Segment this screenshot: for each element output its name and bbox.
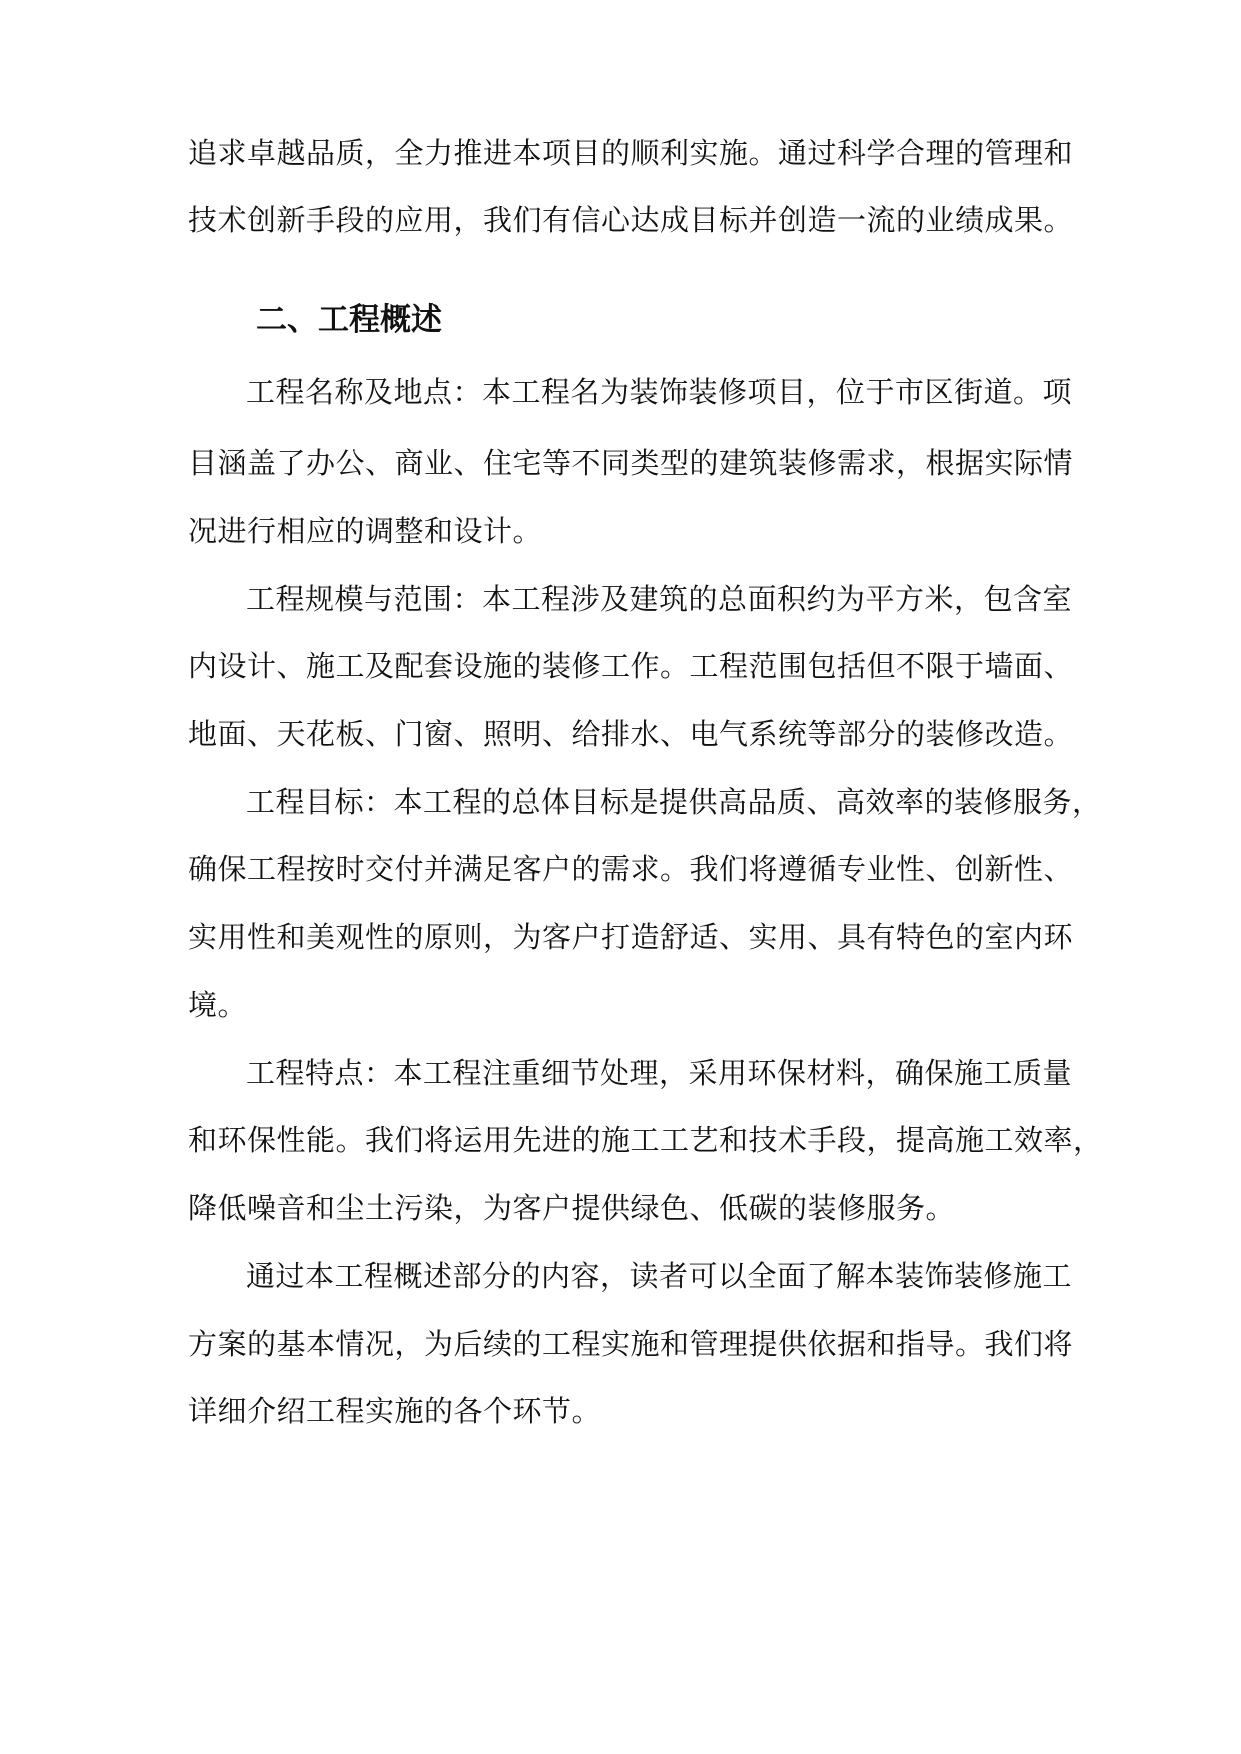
intro-line-1: 追求卓越品质，全力推进本项目的顺利实施。通过科学合理的管理和 — [188, 136, 1074, 170]
paragraph-5-line-2: 方案的基本情况，为后续的工程实施和管理提供依据和指导。我们将 — [188, 1327, 1074, 1361]
paragraph-1-line-3: 况进行相应的调整和设计。 — [188, 514, 543, 548]
paragraph-4-line-3: 降低噪音和尘土污染，为客户提供绿色、低碳的装修服务。 — [188, 1191, 956, 1225]
paragraph-2-line-1: 工程规模与范围：本工程涉及建筑的总面积约为平方米，包含室 — [246, 582, 1073, 616]
paragraph-4-line-1: 工程特点：本工程注重细节处理，采用环保材料，确保施工质量 — [246, 1056, 1073, 1090]
paragraph-3-line-3: 实用性和美观性的原则，为客户打造舒适、实用、具有特色的室内环 — [188, 920, 1074, 954]
paragraph-5-line-3: 详细介绍工程实施的各个环节。 — [188, 1394, 602, 1428]
paragraph-3-line-1: 工程目标：本工程的总体目标是提供高品质、高效率的装修服务， — [246, 785, 1102, 819]
intro-line-2: 技术创新手段的应用，我们有信心达成目标并创造一流的业绩成果。 — [188, 203, 1074, 237]
paragraph-1-line-2: 目涵盖了办公、商业、住宅等不同类型的建筑装修需求，根据实际情 — [188, 446, 1074, 480]
paragraph-5-line-1: 通过本工程概述部分的内容，读者可以全面了解本装饰装修施工 — [246, 1259, 1073, 1293]
paragraph-2-line-2: 内设计、施工及配套设施的装修工作。工程范围包括但不限于墙面、 — [188, 649, 1074, 683]
paragraph-3-line-2: 确保工程按时交付并满足客户的需求。我们将遵循专业性、创新性、 — [188, 852, 1074, 886]
paragraph-2-line-3: 地面、天花板、门窗、照明、给排水、电气系统等部分的装修改造。 — [188, 717, 1074, 751]
paragraph-1-line-1: 工程名称及地点：本工程名为装饰装修项目，位于市区街道。项 — [246, 375, 1073, 409]
paragraph-4-line-2: 和环保性能。我们将运用先进的施工工艺和技术手段，提高施工效率， — [188, 1123, 1103, 1157]
section-heading: 二、工程概述 — [256, 302, 442, 338]
paragraph-3-line-4: 境。 — [188, 988, 248, 1022]
